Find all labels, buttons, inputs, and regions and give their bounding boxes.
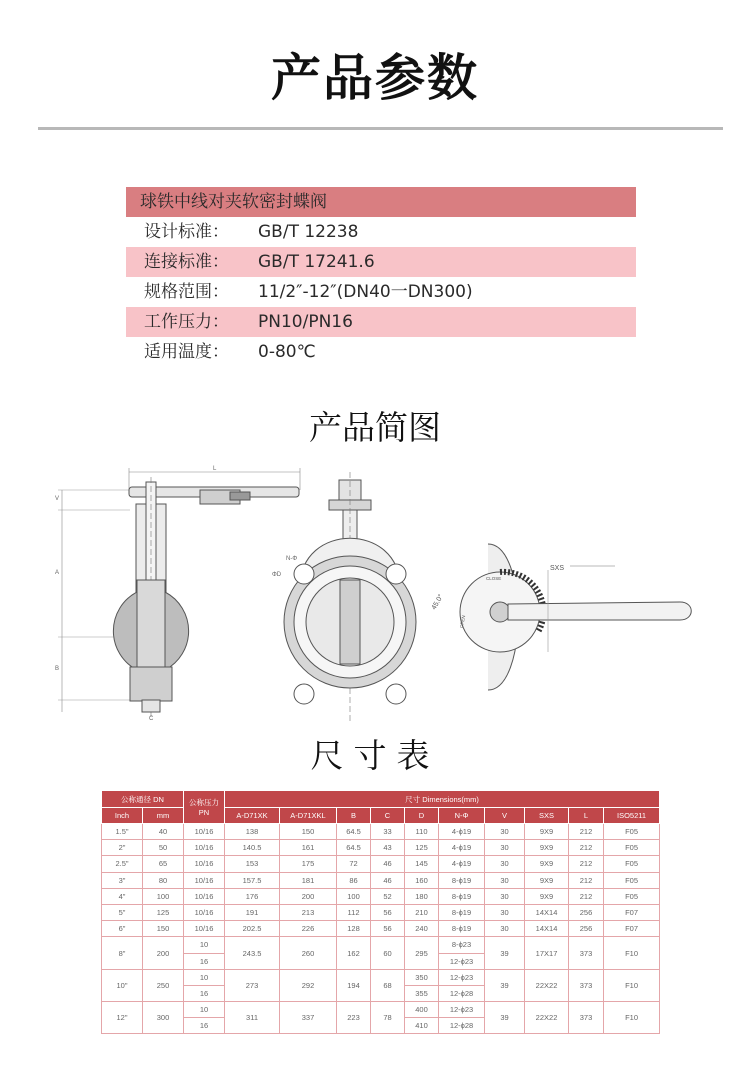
dim-a-label: A [55,570,60,576]
table-cell: 157.5 [225,872,280,888]
table-cell: 8-ϕ19 [439,888,485,904]
table-cell: 8-ϕ19 [439,921,485,937]
header-c: C [371,808,405,824]
dim-n-label: N-Φ [286,556,298,562]
table-cell: F05 [604,824,660,840]
table-cell: 80 [143,872,184,888]
header-sxs: SXS [525,808,569,824]
spec-value: 11/2″-12″(DN40一DN300) [258,282,473,302]
table-cell: 39 [485,1002,525,1034]
table-cell: 210 [405,904,439,920]
table-cell: 300 [143,1002,184,1034]
table-cell: 8" [102,937,143,969]
table-cell: 10/16 [184,824,225,840]
header-a-d71xk: A-D71XK [225,808,280,824]
dim-d-label: ΦD [272,572,282,578]
table-cell: 12-ϕ23 [439,1002,485,1018]
table-cell: 30 [485,840,525,856]
table-cell: 12" [102,1002,143,1034]
table-cell: 4-ϕ19 [439,840,485,856]
table-cell: 40 [143,824,184,840]
table-cell: 3" [102,872,143,888]
table-cell: 10/16 [184,904,225,920]
table-cell: 30 [485,856,525,872]
spec-table [126,187,636,367]
spec-label: 工作压力： [144,312,229,332]
table-cell: 200 [280,888,337,904]
table-cell: 1.5" [102,824,143,840]
table-cell: 337 [280,1002,337,1034]
spec-row-temperature [126,337,636,367]
table-cell: 191 [225,904,280,920]
table-cell: F05 [604,872,660,888]
table-cell: 6" [102,921,143,937]
sxs-label: SXS [550,565,565,572]
table-cell: 9X9 [525,872,569,888]
table-cell: 86 [337,872,371,888]
table-cell: 110 [405,824,439,840]
table-cell: 226 [280,921,337,937]
table-cell: 22X22 [525,1002,569,1034]
table-row [102,921,660,937]
spec-label: 规格范围： [144,282,229,302]
table-cell: 30 [485,824,525,840]
table-cell: 150 [143,921,184,937]
table-cell: 14X14 [525,921,569,937]
table-cell: 2.5" [102,856,143,872]
table-cell: 8-ϕ19 [439,904,485,920]
table-cell: 10/16 [184,856,225,872]
table-cell: 243.5 [225,937,280,969]
table-cell: 410 [405,1018,439,1034]
table-cell: 72 [337,856,371,872]
table-cell: 240 [405,921,439,937]
table-cell: 64.5 [337,824,371,840]
table-row [102,872,660,888]
table-cell: 256 [569,921,604,937]
table-cell: 10" [102,969,143,1001]
table-cell: 52 [371,888,405,904]
table-cell: 400 [405,1002,439,1018]
spec-value: 0-80℃ [258,342,316,362]
header-inch: Inch [102,808,143,824]
table-row [102,824,660,840]
table-section-title: 尺寸表 [310,736,440,775]
spec-row-size-range [126,277,636,307]
table-cell: 9X9 [525,888,569,904]
table-cell: 5" [102,904,143,920]
table-cell: 30 [485,921,525,937]
table-cell: 292 [280,969,337,1001]
table-cell: 4-ϕ19 [439,824,485,840]
table-cell: 140.5 [225,840,280,856]
table-cell: F10 [604,1002,660,1034]
dim-b-label: B [55,666,60,672]
table-cell: 12-ϕ28 [439,1018,485,1034]
table-cell: F07 [604,904,660,920]
table-row [102,856,660,872]
table-cell: 160 [405,872,439,888]
dimension-table [101,790,660,1034]
table-cell: 4" [102,888,143,904]
table-cell: F07 [604,921,660,937]
table-row [102,969,660,985]
table-cell: 223 [337,1002,371,1034]
table-cell: 125 [143,904,184,920]
table-cell: 60 [371,937,405,969]
table-cell: 9X9 [525,840,569,856]
table-cell: 212 [569,840,604,856]
table-cell: F10 [604,937,660,969]
table-cell: 128 [337,921,371,937]
table-row [102,1002,660,1018]
table-cell: 373 [569,969,604,1001]
table-cell: 8-ϕ19 [439,872,485,888]
table-cell: 50 [143,840,184,856]
table-cell: 64.5 [337,840,371,856]
table-cell: 212 [569,888,604,904]
drawing-section-title: 产品简图 [309,408,441,447]
table-cell: F10 [604,969,660,1001]
table-cell: 39 [485,969,525,1001]
dim-v-label: V [55,496,60,502]
table-cell: 22X22 [525,969,569,1001]
table-cell: 33 [371,824,405,840]
spec-label: 连接标准： [144,252,229,272]
table-cell: 4-ϕ19 [439,856,485,872]
table-cell: 145 [405,856,439,872]
table-cell: F05 [604,856,660,872]
product-name: 球铁中线对夹软密封蝶阀 [126,187,636,217]
table-cell: 65 [143,856,184,872]
table-cell: F05 [604,888,660,904]
table-cell: 180 [405,888,439,904]
dim-l-label: L [213,466,217,472]
table-cell: 46 [371,856,405,872]
header-l: L [569,808,604,824]
table-cell: 12-ϕ23 [439,953,485,969]
table-cell: 202.5 [225,921,280,937]
table-cell: 213 [280,904,337,920]
table-cell: 355 [405,985,439,1001]
table-cell: 200 [143,937,184,969]
table-cell: 16 [184,985,225,1001]
table-row [102,888,660,904]
table-cell: 30 [485,872,525,888]
header-a-d71xkl: A-D71XKL [280,808,337,824]
table-cell: 295 [405,937,439,969]
table-cell: 10/16 [184,888,225,904]
table-cell: 10/16 [184,921,225,937]
page-title: 产品参数 [271,49,479,107]
table-cell: 112 [337,904,371,920]
top-view [430,544,691,690]
table-cell: 46 [371,872,405,888]
table-cell: 16 [184,1018,225,1034]
spec-row-design-standard [126,217,636,247]
table-cell: 181 [280,872,337,888]
table-cell: 373 [569,1002,604,1034]
table-cell: 12-ϕ23 [439,969,485,985]
table-cell: 100 [143,888,184,904]
table-cell: 273 [225,969,280,1001]
spec-value: GB/T 17241.6 [258,252,375,272]
header-iso5211: ISO5211 [604,808,660,824]
table-cell: 30 [485,888,525,904]
open-label: OPEN [458,614,467,629]
table-cell: 78 [371,1002,405,1034]
header-pn: 公称压力 PN [184,791,225,824]
table-row [102,840,660,856]
header-mm: mm [143,808,184,824]
dim-c-label: C [149,716,154,722]
table-cell: 212 [569,824,604,840]
table-cell: 39 [485,937,525,969]
header-dn: 公称通径 DN [102,791,184,808]
table-cell: 153 [225,856,280,872]
angle-label: 45.0° [430,593,445,612]
close-label: CLOSE [486,576,502,581]
header-d: D [405,808,439,824]
table-cell: 10/16 [184,840,225,856]
spec-value: PN10/PN16 [258,312,353,332]
table-cell: 194 [337,969,371,1001]
spec-row-connection-standard [126,247,636,277]
spec-row-pressure [126,307,636,337]
table-cell: 350 [405,969,439,985]
table-cell: 10 [184,937,225,953]
table-cell: F05 [604,840,660,856]
header-v: V [485,808,525,824]
table-cell: 161 [280,840,337,856]
table-row [102,937,660,953]
spec-label: 设计标准： [144,222,229,242]
table-cell: 14X14 [525,904,569,920]
table-cell: 56 [371,921,405,937]
table-cell: 162 [337,937,371,969]
header-n-phi: N-Φ [439,808,485,824]
table-cell: 150 [280,824,337,840]
table-cell: 10/16 [184,872,225,888]
table-cell: 138 [225,824,280,840]
table-cell: 56 [371,904,405,920]
front-view [272,472,416,724]
table-cell: 311 [225,1002,280,1034]
table-cell: 43 [371,840,405,856]
table-cell: 68 [371,969,405,1001]
table-cell: 10 [184,969,225,985]
table-cell: 256 [569,904,604,920]
title-divider [38,127,723,130]
table-cell: 2" [102,840,143,856]
table-cell: 12-ϕ28 [439,985,485,1001]
table-row [102,904,660,920]
table-cell: 250 [143,969,184,1001]
table-cell: 16 [184,953,225,969]
table-cell: 10 [184,1002,225,1018]
side-view [55,466,300,722]
table-cell: 100 [337,888,371,904]
table-cell: 212 [569,856,604,872]
table-header-row-1 [102,791,660,808]
table-cell: 17X17 [525,937,569,969]
header-dimensions: 尺寸 Dimensions(mm) [225,791,660,808]
table-cell: 176 [225,888,280,904]
table-cell: 175 [280,856,337,872]
spec-value: GB/T 12238 [258,222,359,242]
table-cell: 212 [569,872,604,888]
product-drawing [50,462,710,724]
table-cell: 373 [569,937,604,969]
table-cell: 8-ϕ23 [439,937,485,953]
table-cell: 260 [280,937,337,969]
header-b: B [337,808,371,824]
table-cell: 125 [405,840,439,856]
table-cell: 9X9 [525,824,569,840]
table-cell: 9X9 [525,856,569,872]
spec-label: 适用温度： [144,342,229,362]
table-cell: 30 [485,904,525,920]
